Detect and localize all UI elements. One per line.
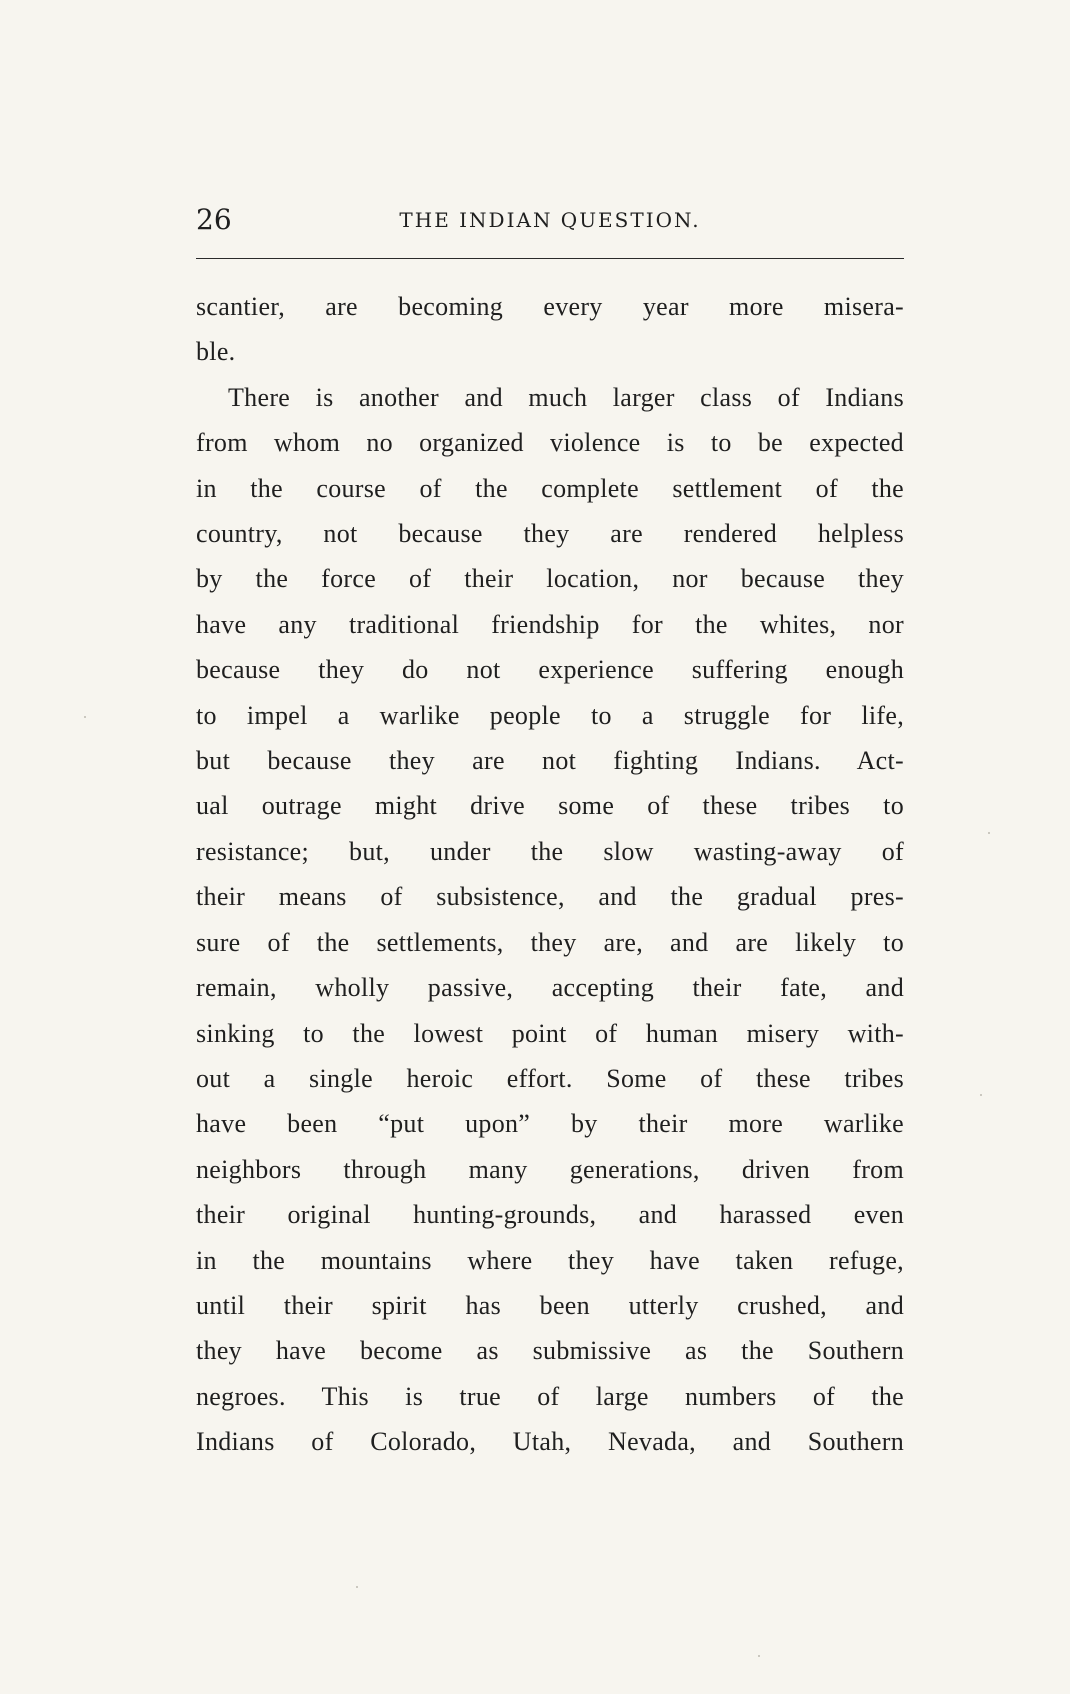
text-line: ble. [196,337,236,367]
text-line: Indians of Colorado, Utah, Nevada, and Southern [196,1427,904,1457]
text-line: negroes. This is true of large numbers of the [196,1381,904,1411]
text-line: remain, wholly passive, accepting their fate, and [196,973,904,1003]
text-line: country, not because they are rendered helpless [196,519,904,549]
text-line: but because they are not fighting Indians. Act- [196,746,904,776]
text-line: scantier, are becoming every year more misera- [196,292,904,321]
text-line: to impel a warlike people to a struggle for life, [196,700,904,730]
text-line: by the force of their location, nor because they [196,564,904,594]
text-line: have been “put upon” by their more warlike [196,1109,904,1139]
text-line: their means of subsistence, and the gradual pres- [196,882,904,912]
text-line: sure of the settlements, they are, and are likely to [196,927,904,957]
paper-speck [356,1586,358,1588]
text-line: ual outrage might drive some of these tribes to [196,791,904,821]
text-line: resistance; but, under the slow wasting-away of [196,836,904,866]
text-line: because they do not experience suffering enough [196,655,904,685]
text-line: they have become as submissive as the Southern [196,1336,904,1366]
text-line: have any traditional friendship for the whites, nor [196,609,904,639]
text-line: out a single heroic effort. Some of these tribes [196,1063,904,1093]
text-line: until their spirit has been utterly crushed, and [196,1290,904,1320]
body-text [196,284,904,1465]
paper-speck [84,716,86,718]
text-line: neighbors through many generations, driven from [196,1154,904,1184]
text-line: in the mountains where they have taken refuge, [196,1245,904,1275]
text-line: sinking to the lowest point of human misery with- [196,1018,904,1048]
text-line: in the course of the complete settlement of the [196,473,904,503]
paper-speck [758,1655,760,1657]
paragraph-first-line: There is another and much larger class of Indians [228,382,904,412]
page-number: 26 [196,203,232,236]
page-header [196,198,904,242]
header-rule [196,258,904,259]
text-line: their original hunting-grounds, and harassed even [196,1200,904,1230]
running-head: THE INDIAN QUESTION. [399,208,701,232]
paper-speck [980,1094,982,1096]
paper-speck [988,832,990,834]
text-line: from whom no organized violence is to be expected [196,428,904,458]
